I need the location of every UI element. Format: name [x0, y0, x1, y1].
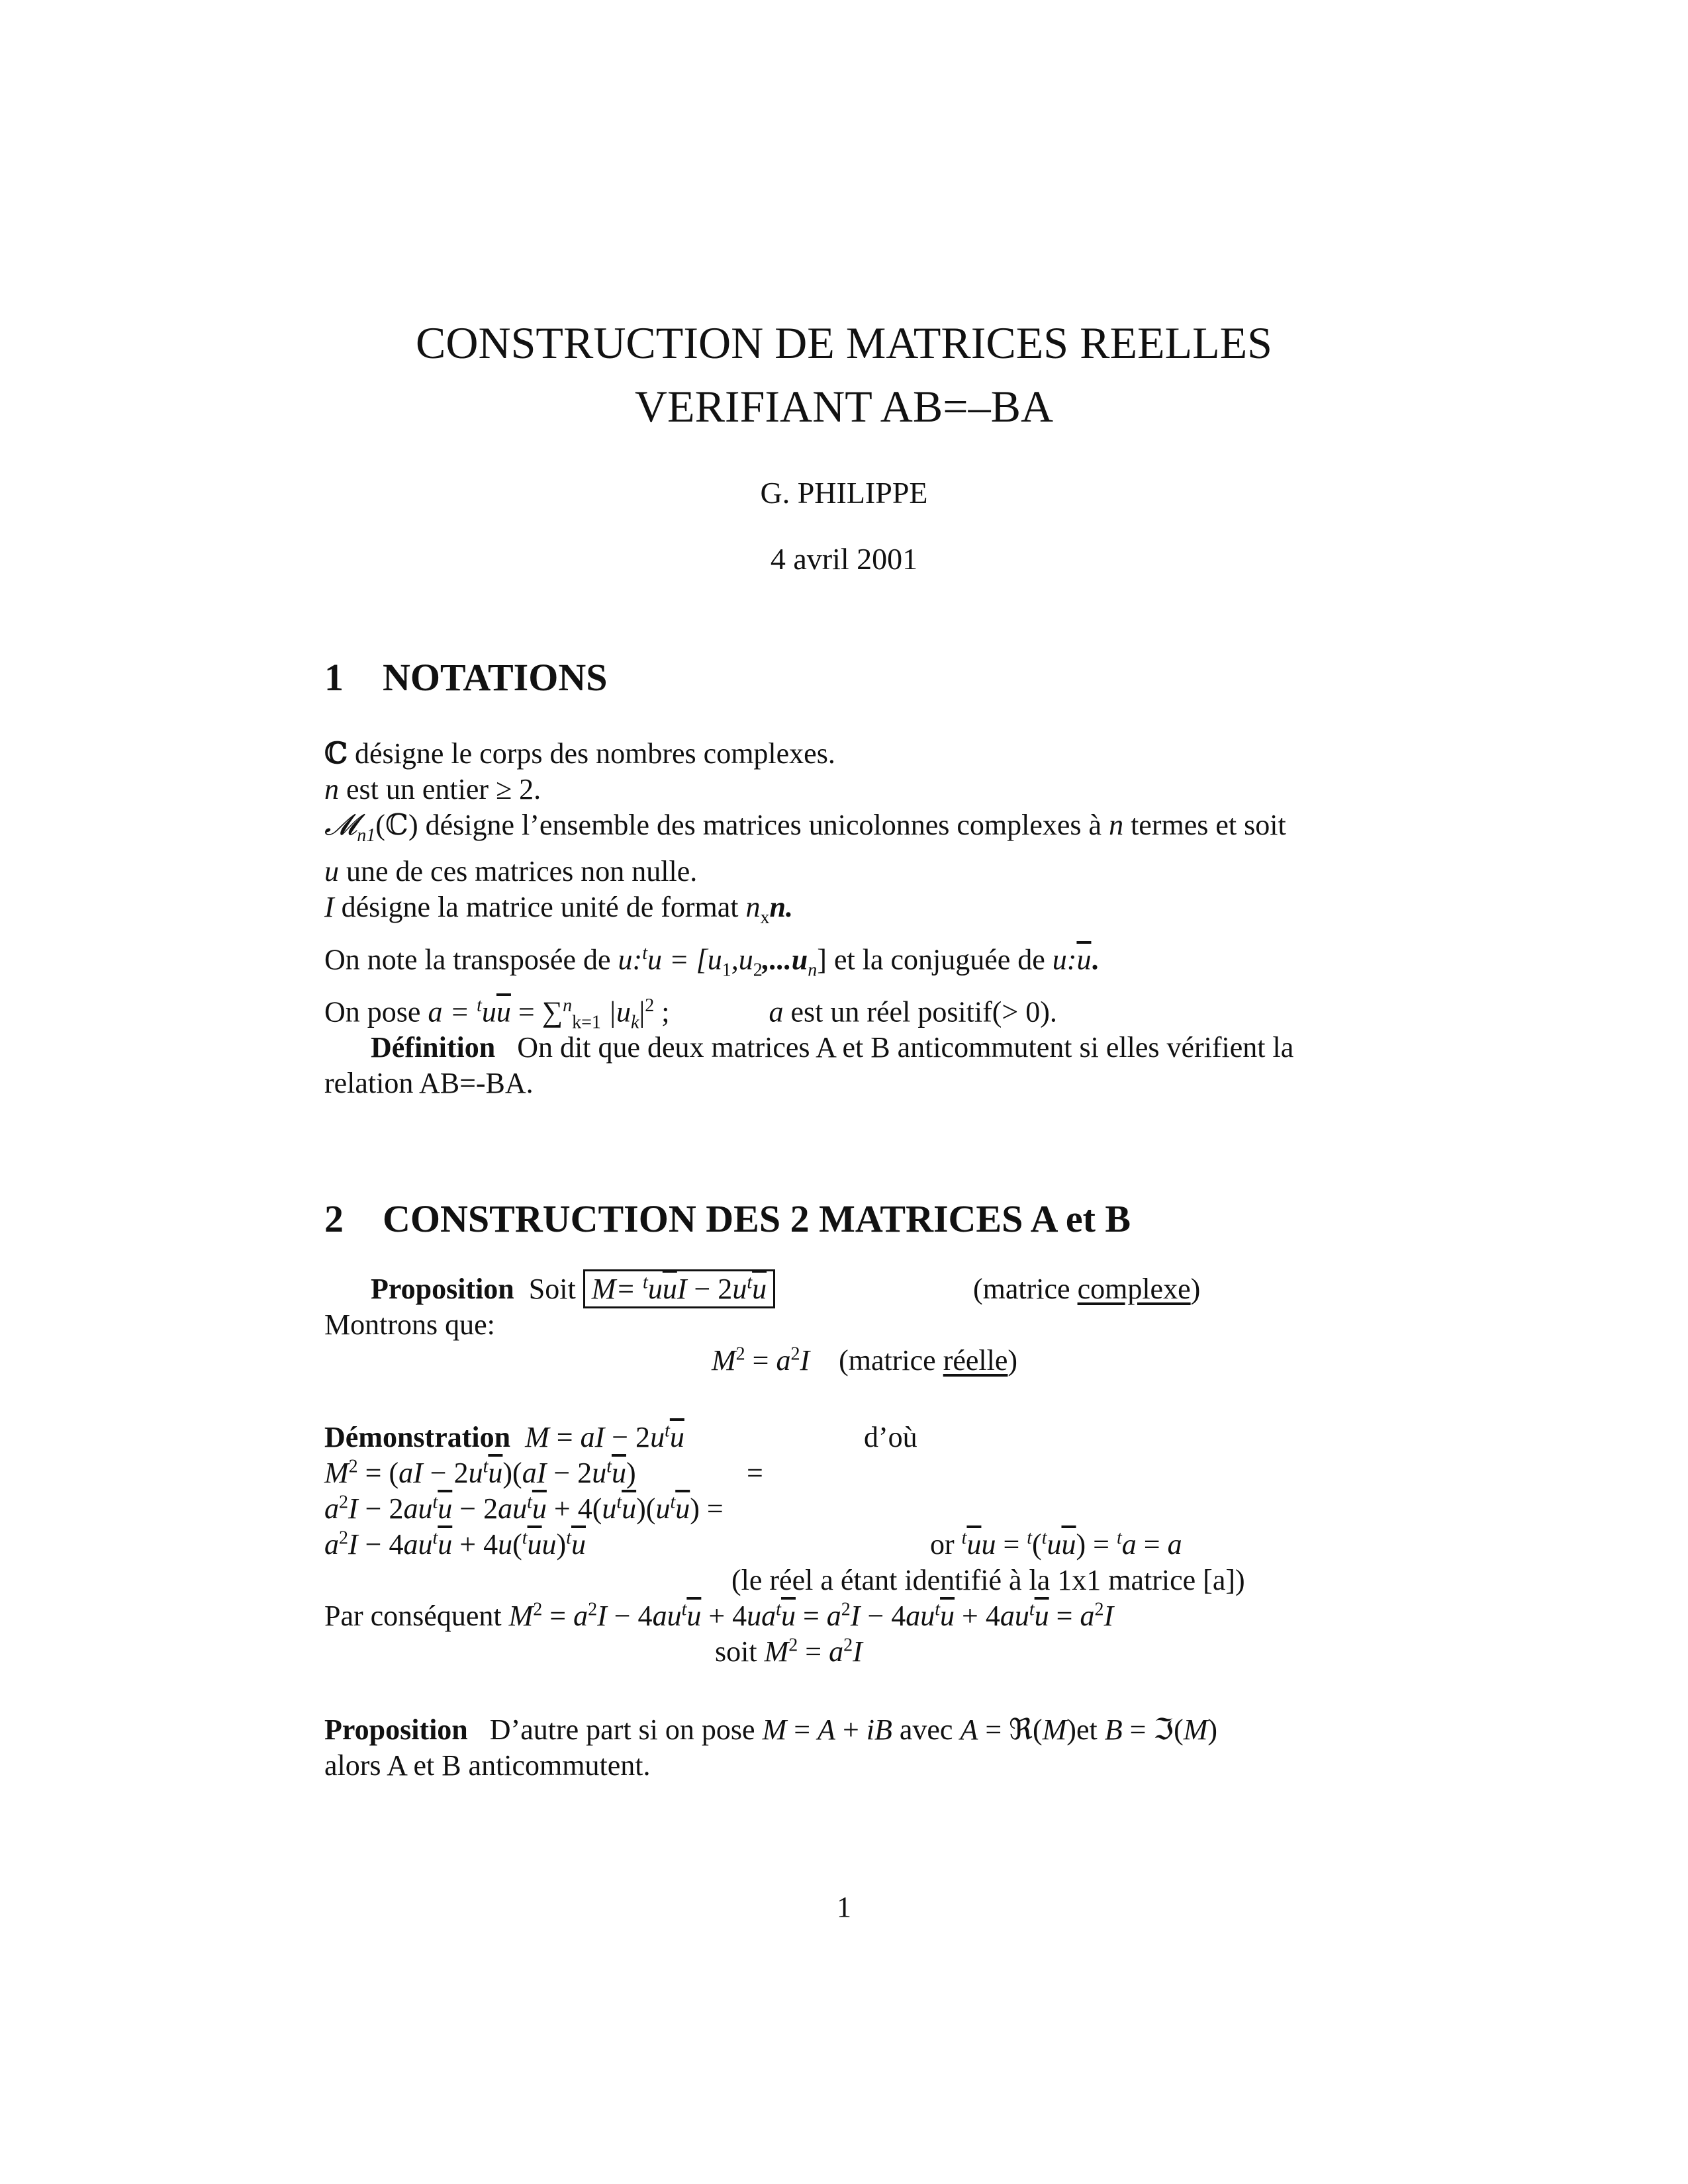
demonstration-conclusion: soit $M^2 = a^2I$ — [715, 1635, 863, 1668]
section-title: CONSTRUCTION DES 2 MATRICES A et B — [383, 1197, 1131, 1240]
proposition-label: Proposition — [371, 1273, 514, 1305]
notation-line-2: n est un entier ≥ 2. — [324, 773, 541, 805]
proposition-2-line-2: alors A et B anticommutent. — [324, 1749, 651, 1782]
title-line-1: CONSTRUCTION DE MATRICES REELLES — [416, 318, 1272, 368]
section-2-heading — [324, 1197, 1131, 1241]
notation-line-3: 𝓜$_{n1}$(ℂ) désigne l’ensemble des matrices unicolonnes complexes à n termes et soit — [324, 809, 1286, 846]
notation-line-6: On note la transposée de u:$^t$u = $[u_1,u_2,...u_n]$ et la conjuguée de $u:\overline{u}$. — [324, 942, 1099, 981]
demonstration-line-4: $a^2I - 4au^t\overline{u} + 4u(^t\overline{u}u)^t\overline{u}$ — [324, 1527, 586, 1561]
montrons-que: Montrons que: — [324, 1308, 495, 1341]
complex-note: (matrice complexe) — [973, 1273, 1201, 1305]
soit-text: Soit — [528, 1273, 576, 1305]
section-number: 1 — [324, 656, 344, 699]
title-line-2: VERIFIANT AB=–BA — [634, 381, 1054, 432]
notation-line-7: On pose $a = ^tu\overline{u} = \sum^n_{k=1}$ $|u_k|^2$ ; a est un réel positif(> 0). — [324, 995, 1057, 1033]
definition-label: Définition — [371, 1031, 496, 1064]
proposition-1 — [371, 1272, 775, 1306]
section-title: NOTATIONS — [383, 656, 608, 699]
author: G. PHILIPPE — [760, 476, 928, 510]
demonstration-line-5: Par conséquent $M^2 = a^2I - 4au^t\overline{u} + 4ua^t\overline{u} = a^2I - 4au^t\overline{u} + 4au^t\overline{u} = a^2I$ — [324, 1599, 1114, 1632]
demonstration-line-1: Démonstration M = aI − $2u^t\overline{u}$ — [324, 1420, 684, 1453]
boxed-formula: $M= ^tu\overline{u}I - 2u^t\overline{u}$ — [583, 1269, 775, 1308]
paper-title — [0, 311, 1688, 438]
notation-line-4: u une de ces matrices non nulle. — [324, 854, 698, 887]
page-number: 1 — [837, 1891, 851, 1923]
demonstration-line-2: $M^2 = (aI - 2u^t\overline{u})(aI - 2u^t\overline{u})$ — [324, 1456, 636, 1489]
notations-list — [324, 736, 1286, 1041]
proposition-label: Proposition — [324, 1713, 468, 1746]
notation-line-1: ℂ désigne le corps des nombres complexes. — [324, 737, 835, 770]
notation-line-5: I désigne la matrice unité de format $n_xn$. — [324, 890, 794, 928]
claim-formula: $M^2 = a^2I$ (matrice réelle) — [712, 1343, 1018, 1377]
demonstration-line-3: $a^2I - 2au^t\overline{u} - 2au^t\overline{u} + 4(u^t\overline{u})(u^t\overline{u})$ = — [324, 1492, 724, 1525]
definition-text-1: On dit que deux matrices A et B anticommutent si elles vérifient la — [517, 1031, 1294, 1064]
equals-sign: = — [747, 1457, 763, 1489]
demonstration-label: Démonstration — [324, 1421, 511, 1453]
date: 4 avril 2001 — [770, 542, 918, 576]
definition — [324, 1030, 1293, 1101]
section-1-heading — [324, 655, 607, 700]
or-relation: or $^t\overline{u}u = ^t(^tu\overline{u}) = ^ta = a$ — [930, 1527, 1182, 1561]
section-number: 2 — [324, 1197, 344, 1240]
dou-text: d’où — [864, 1421, 917, 1453]
definition-text-2: relation AB=-BA. — [324, 1067, 534, 1099]
proposition-2-line-1: Proposition D’autre part si on pose M = A + iB avec A = ℜ(M)et B = ℑ(M) — [324, 1713, 1218, 1746]
identification-note: (le réel a étant identifié à la 1x1 matrice [a]) — [731, 1564, 1245, 1596]
